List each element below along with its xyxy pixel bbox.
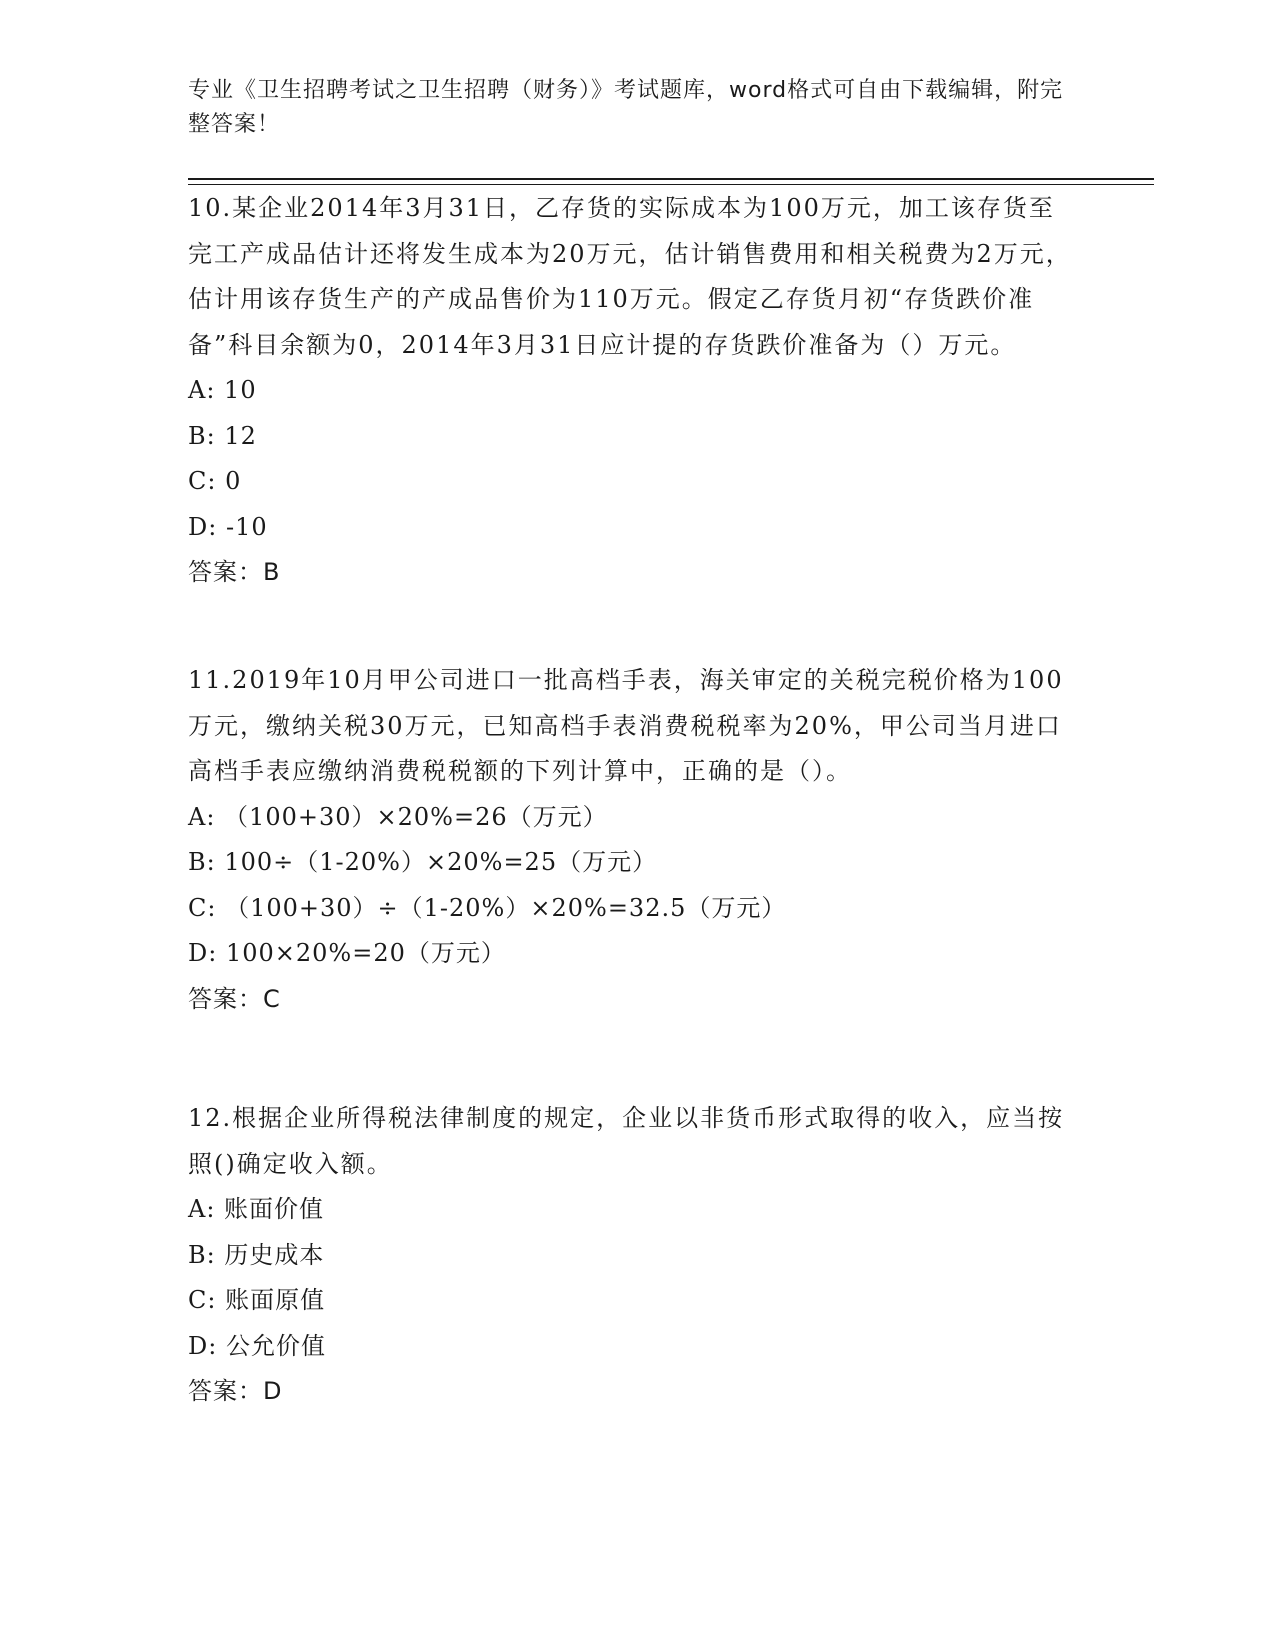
question-11: [188, 658, 1078, 1022]
answer: 答案：D: [188, 1377, 283, 1405]
question-stem: 11.2019年10月甲公司进口一批高档手表，海关审定的关税完税价格为100万元，缴纳关税30万元，已知高档手表消费税税率为20%，甲公司当月进口高档手表应缴纳消费税税额的下列计算中，正确的是（）。: [188, 666, 1064, 785]
answer: 答案：C: [188, 984, 281, 1013]
header-divider-thick: [188, 178, 1154, 180]
question-stem: 12.根据企业所得税法律制度的规定，企业以非货币形式取得的收入，应当按照()确定收入额。: [188, 1104, 1065, 1178]
option-d: D: -10: [188, 512, 268, 541]
option-c: C: （100+30）÷（1-20%）×20%=32.5（万元）: [188, 893, 787, 922]
option-c: C: 账面原值: [188, 1286, 326, 1314]
option-b: B: 历史成本: [188, 1240, 325, 1269]
option-a: A: 账面价值: [188, 1195, 325, 1223]
header-divider-thin: [188, 184, 1154, 185]
option-b: B: 12: [188, 421, 257, 450]
option-d: D: 公允价值: [188, 1331, 326, 1360]
question-stem: 10.某企业2014年3月31日，乙存货的实际成本为100万元，加工该存货至完工产成品估计还将发生成本为20万元，估计销售费用和相关税费为2万元，估计用该存货生产的产成品售价为110万元。假定乙存货月初“存货跌价准备”科目余额为0，2014年3月31日应计提的存货跌价准备为（）万元。: [188, 194, 1072, 359]
option-c: C: 0: [188, 467, 242, 495]
option-a: A: （100+30）×20%=26（万元）: [188, 802, 608, 831]
option-a: A: 10: [188, 376, 257, 404]
answer: 答案：B: [188, 558, 281, 586]
option-d: D: 100×20%=20（万元）: [188, 939, 506, 967]
question-12: [188, 1096, 1078, 1415]
option-b: B: 100÷（1-20%）×20%=25（万元）: [188, 848, 658, 876]
document-header: 专业《卫生招聘考试之卫生招聘（财务）》考试题库，word格式可自由下载编辑，附完整答案！: [188, 78, 1064, 137]
question-10: [188, 186, 1078, 596]
